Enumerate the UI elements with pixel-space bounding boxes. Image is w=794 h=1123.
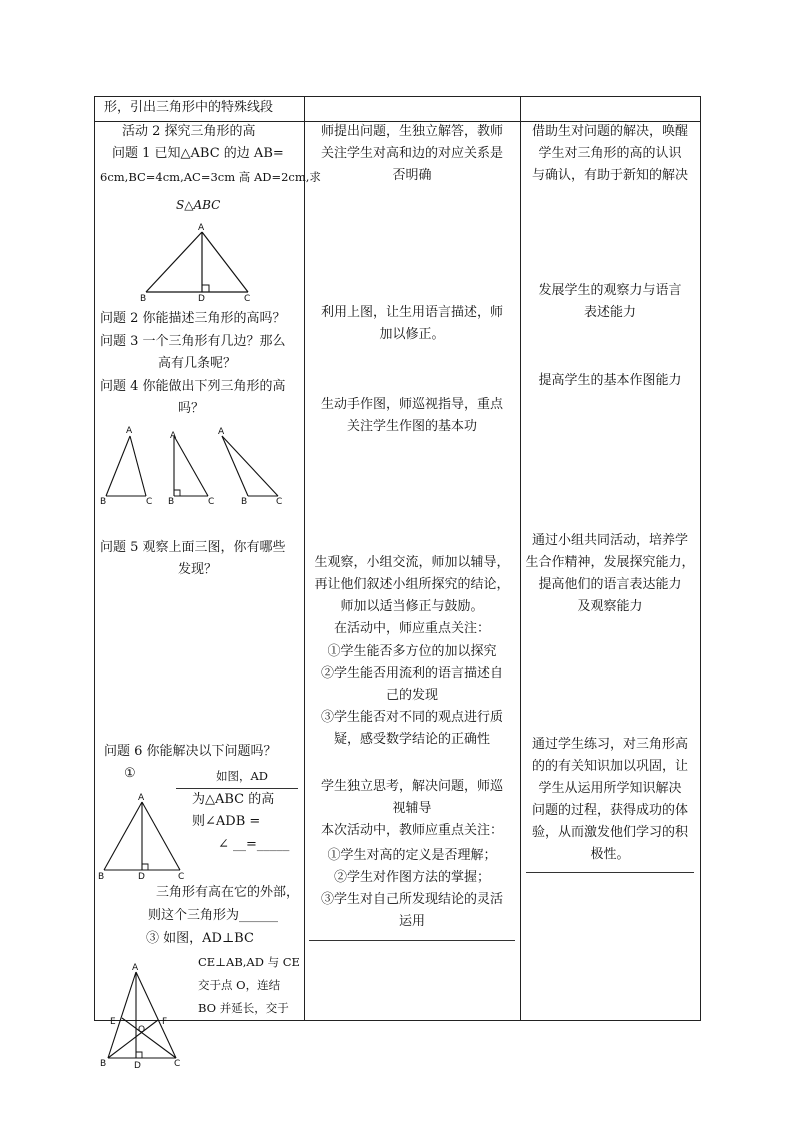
q4-line2: 吗？ (178, 401, 205, 416)
fig3-label-d: D (138, 872, 145, 882)
q6-1-line4: ∠ __=_____ (218, 837, 290, 852)
q6-3-line2: CE⊥AB,AD 与 CE (198, 955, 300, 969)
q3-line1: 问题 3 一个三角形有几边？那么 (100, 334, 286, 349)
col2-block3 (306, 394, 518, 438)
col3-block1-line: 学生对三角形的高的认识 (538, 146, 682, 161)
col3-bottom-rule (526, 872, 694, 873)
q1-line2: 6cm,BC=4cm,AC=3cm 高 AD=2cm,求 (100, 170, 321, 184)
table-divider-1 (304, 96, 305, 1020)
col2-note-line: ③学生能否对不同的观点进行质 (320, 710, 503, 725)
col3-block5-line: 通过学生练习，对三角形高 (531, 737, 688, 752)
col2-block5-line: 视辅导 (392, 801, 432, 816)
q1-formula: S△ABC (176, 198, 221, 212)
fig1-label-b: B (140, 294, 147, 304)
col2-block4-notes (306, 641, 518, 751)
fig4-label-d: D (134, 1061, 141, 1071)
fig2a-label-c: C (146, 497, 153, 507)
col2-note-line: ②学生对作图方法的掌握； (333, 870, 490, 885)
q6-1-line1: 如图，AD (216, 769, 269, 783)
col3-block2 (522, 280, 698, 324)
q6-3-line1: ③ 如图，AD⊥BC (146, 931, 254, 946)
q6-1-num: ① (124, 766, 136, 781)
col3-block4-line: 提高他们的语言表达能力 (538, 577, 682, 592)
col2-note-line: 运用 (398, 914, 425, 929)
q3-line2: 高有几条呢？ (158, 356, 237, 371)
q4-line1: 问题 4 你能做出下列三角形的高 (100, 379, 286, 394)
col3-block4-line: 通过小组共同活动，培养学 (531, 533, 688, 548)
fig1-label-d: D (198, 294, 205, 304)
col3-block5-line: 验，从而激发他们学习的积 (531, 825, 688, 840)
col2-block1-line: 师提出问题，生独立解答，教师 (320, 124, 503, 139)
fig2b-label-c: C (208, 497, 215, 507)
q5-line2: 发现？ (178, 562, 218, 577)
col3-block4 (522, 530, 698, 618)
col2-note-line: 疑，感受数学结论的正确性 (333, 732, 490, 747)
fig2b-label-a: A (170, 431, 177, 441)
col3-block5-line: 学生从运用所学知识解决 (538, 781, 682, 796)
col3-block1 (522, 121, 698, 187)
fig2b-label-b: B (168, 497, 175, 507)
col2-block2-line: 加以修正。 (379, 327, 445, 342)
fig4-label-c: C (174, 1059, 181, 1069)
fig4-label-a: A (132, 963, 139, 973)
col2-block3-line: 关注学生作图的基本功 (346, 419, 477, 434)
table-divider-2 (520, 96, 521, 1020)
col3-block3-line: 提高学生的基本作图能力 (538, 373, 682, 388)
q2: 问题 2 你能描述三角形的高吗？ (100, 311, 286, 326)
q6-3-line3: 交于点 O，连结 (198, 978, 281, 992)
col2-block2 (306, 302, 518, 346)
q6-2-line1: 三角形有高在它的外部， (156, 885, 300, 900)
table-border-left (94, 96, 95, 1020)
fig3-label-a: A (138, 793, 145, 803)
orthocenter-figure (96, 962, 192, 1072)
activity-title: 活动 2 探究三角形的高 (122, 124, 256, 139)
col2-note-line: ②学生能否用流利的语言描述自 (320, 666, 503, 681)
fig2c-label-a: A (218, 427, 225, 437)
col2-block5 (306, 776, 518, 842)
col2-bottom-rule (309, 940, 515, 941)
col3-block3 (522, 370, 698, 392)
col2-block3-line: 生动手作图，师巡视指导，重点 (320, 397, 503, 412)
fig2a-label-b: B (100, 497, 107, 507)
fig4-label-b: B (100, 1059, 107, 1069)
fig4-label-o: O (138, 1025, 146, 1035)
fig3-label-c: C (178, 872, 185, 882)
q6-3-line4: BO 并延长，交于 (198, 1001, 289, 1015)
col2-block5-notes (306, 845, 518, 933)
fig2a-label-a: A (126, 426, 133, 436)
col2-note-line: ①学生对高的定义是否理解； (327, 848, 497, 863)
q5-line1: 问题 5 观察上面三图，你有哪些 (100, 540, 286, 555)
col2-block1-line: 否明确 (392, 168, 432, 183)
fig4-label-e: E (110, 1017, 116, 1027)
q6-1-line3: 则∠ADB = (192, 814, 261, 829)
q6: 问题 6 你能解决以下问题吗？ (104, 744, 277, 759)
col3-block5 (522, 734, 698, 866)
q6-1-line2: 为△ABC 的高 (192, 792, 275, 807)
fig3-label-b: B (98, 872, 105, 882)
col3-block5-line: 极性。 (590, 847, 630, 862)
col3-block1-line: 借助生对问题的解决，唤醒 (531, 124, 688, 139)
col2-note-line: ③学生对自己所发现结论的灵活 (320, 892, 503, 907)
fig4-label-f: F (162, 1017, 168, 1027)
col2-block4-line: 在活动中，师应重点关注： (333, 621, 490, 636)
q1-line1: 问题 1 已知△ABC 的边 AB= (112, 146, 284, 161)
col3-block5-line: 的的有关知识加以巩固，让 (531, 759, 688, 774)
col3-block1-line: 与确认，有助于新知的解决 (531, 168, 688, 183)
col3-block4-line: 生合作精神，发展探究能力， (525, 555, 695, 570)
col2-block4-line: 师加以适当修正与鼓励。 (340, 599, 484, 614)
col2-block1-line: 关注学生对高和边的对应关系是 (320, 146, 503, 161)
fig1-label-c: C (244, 294, 251, 304)
col3-block2-line: 发展学生的观察力与语言 (538, 283, 682, 298)
fig2c-label-b: B (241, 497, 248, 507)
col3-block4-line: 及观察能力 (577, 599, 643, 614)
col2-block5-line: 本次活动中，教师应重点关注： (320, 823, 503, 838)
header-cell-text: 形，引出三角形中的特殊线段 (104, 100, 274, 115)
col2-note-line: 己的发现 (385, 688, 438, 703)
col2-block4-line: 再让他们叙述小组所探究的结论， (314, 577, 510, 592)
col3-block2-line: 表述能力 (583, 305, 636, 320)
col2-block1 (306, 121, 518, 187)
col2-block4-line: 生观察，小组交流，师加以辅导， (314, 555, 510, 570)
col2-block5-line: 学生独立思考，解决问题，师巡 (320, 779, 503, 794)
three-triangles-figure (98, 424, 298, 506)
isosceles-altitude-figure (96, 790, 192, 880)
q6-2-line2: 则这个三角形为______ (148, 908, 279, 923)
col3-block5-line: 问题的过程，获得成功的体 (531, 803, 688, 818)
table-border-right (700, 96, 701, 1020)
fig1-label-a: A (198, 223, 205, 233)
fig2c-label-c: C (276, 497, 283, 507)
col2-block2-line: 利用上图，让生用语言描述，师 (320, 305, 503, 320)
triangle-abc-figure (138, 222, 258, 302)
col2-note-line: ①学生能否多方位的加以探究 (327, 644, 497, 659)
col2-block4 (306, 552, 518, 640)
